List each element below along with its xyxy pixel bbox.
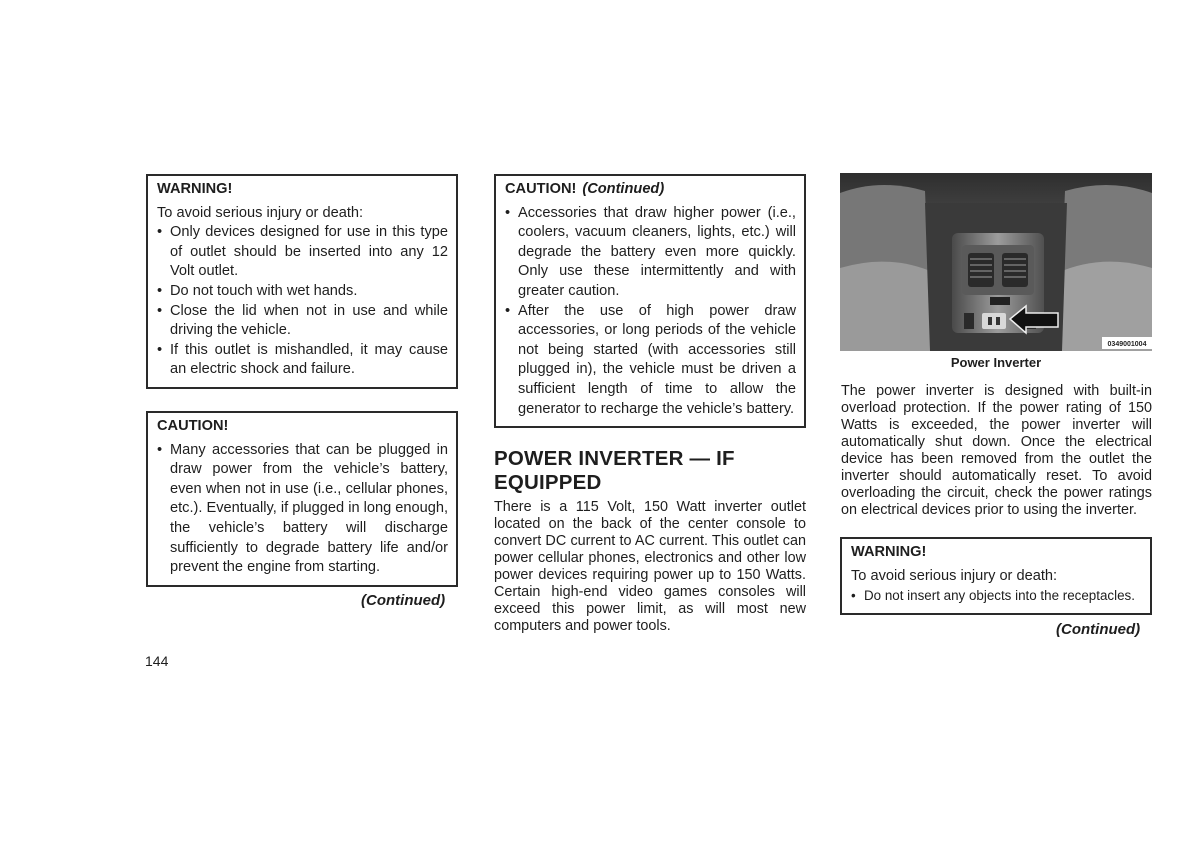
photo-caption: Power Inverter [950, 355, 1042, 370]
caution-item: • Accessories that draw higher power (i.e., coolers, vacuum cleaners, lights, etc.) will degrade the battery even more quickly. Only use these intermittently and with greater caution. [505, 204, 796, 302]
warning-list [157, 223, 448, 380]
caution-box-col2 [494, 174, 806, 428]
caution-title-text: CAUTION! [505, 181, 577, 197]
inverter-paragraph: The power inverter is designed with built-in overload protection. If the power rating of 150 Watts is exceeded, the power inverter will automatically shut down. Once the electrical device has been removed from the outlet the inverter should automatically reset. To avoid overloading the circuit, check the power ratings on electrical devices prior to using the inverter. [841, 383, 1152, 518]
caution-title: CAUTION! [157, 418, 229, 434]
caution-title-continued [505, 180, 796, 200]
section-heading: POWER INVERTER — IF EQUIPPED [494, 447, 735, 494]
image-code: 0349001004 [1107, 341, 1147, 348]
section-paragraph: There is a 115 Volt, 150 Watt inverter outlet located on the back of the center console to convert DC current to AC current. This outlet can power cellular phones, electronics and other low power devices requiring power up to 150 Watts. Certain high-end video games consoles will exceed this power limit, as will most new computers and power tools. [494, 499, 806, 634]
warning-item: • Close the lid when not in use and while driving the vehicle. [157, 302, 448, 341]
warning-list [851, 586, 1142, 606]
power-inverter-photo [840, 173, 1152, 351]
warning-title: WARNING! [851, 544, 927, 560]
caution-list [505, 204, 796, 420]
caution-item: • Many accessories that can be plugged in draw power from the vehicle’s battery, even when not in use (i.e., cellular phones, etc.). Eventually, if plugged in long enough, the vehicle’s battery will discharge sufficiently to degrade battery life and/or prevent the engine from starting. [157, 441, 448, 578]
warning-box-col1 [146, 174, 458, 389]
warning-intro: To avoid serious injury or death: [157, 204, 364, 221]
warning-item: • Do not insert any objects into the receptacles. [851, 586, 1142, 606]
page-number: 144 [145, 653, 169, 669]
caution-title-suffix: (Continued) [582, 181, 665, 197]
warning-item: • Do not touch with wet hands. [157, 282, 448, 302]
power-inverter-illustration [840, 173, 1152, 351]
warning-intro: To avoid serious injury or death: [851, 567, 1058, 584]
warning-item: • If this outlet is mishandled, it may cause an electric shock and failure. [157, 341, 448, 380]
caution-item: • After the use of high power draw accessories, or long periods of the vehicle not being started (with accessories still plugged in), the vehicle must be driven a sufficient length of time to allow the generator to recharge the vehicle’s battery. [505, 302, 796, 420]
caution-list [157, 441, 448, 578]
continued-label-col3: (Continued) [1056, 621, 1141, 638]
warning-title: WARNING! [157, 181, 233, 197]
warning-item: • Only devices designed for use in this type of outlet should be inserted into any 12 Volt outlet. [157, 223, 448, 282]
continued-label-col1: (Continued) [361, 592, 446, 609]
caution-box-col1 [146, 411, 458, 587]
warning-box-col3 [840, 537, 1152, 615]
